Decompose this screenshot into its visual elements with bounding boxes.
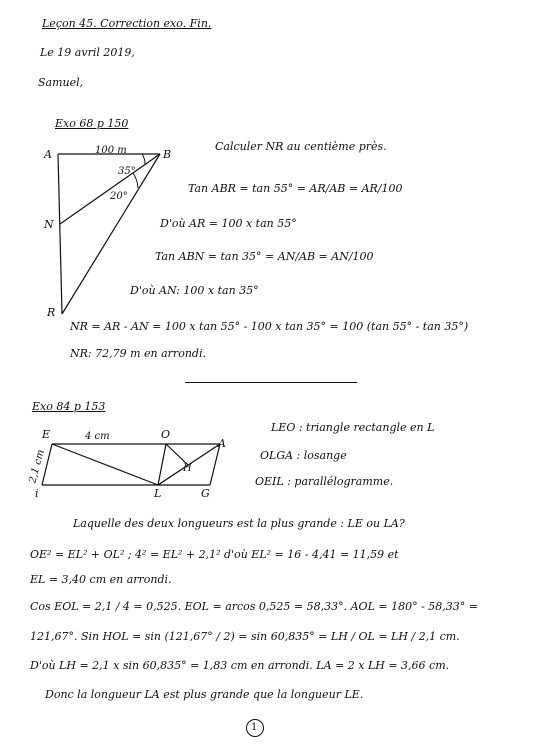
fig84-length-top: 4 cm xyxy=(85,431,110,442)
section-divider xyxy=(185,382,357,383)
exo68-title: Exo 68 p 150 xyxy=(55,117,129,130)
fig68-label-a: A xyxy=(44,148,52,161)
exo84-def-1: LEO : triangle rectangle en L xyxy=(271,421,435,434)
fig84-label-a: A xyxy=(218,437,226,450)
exo68-line-4: Tan ABN = tan 35° = AN/AB = AN/100 xyxy=(155,250,374,263)
fig84-label-g: G xyxy=(201,487,210,500)
exo84-figure xyxy=(30,430,230,500)
fig84-label-e: E xyxy=(42,428,51,441)
date-line: Le 19 avril 2019, xyxy=(40,46,135,59)
exo68-line-7: NR: 72,79 m en arrondi. xyxy=(70,347,206,360)
exo68-line-6: NR = AR - AN = 100 x tan 55° - 100 x tan 35° = 100 (tan 55° - tan 35°) xyxy=(70,320,469,333)
fig84-length-side: 2,1 cm xyxy=(27,448,47,485)
fig68-label-r: R xyxy=(47,306,56,319)
exo84-line-3: EL = 3,40 cm en arrondi. xyxy=(30,573,172,586)
fig68-angle-20: 20° xyxy=(110,191,128,202)
fig84-label-o: O xyxy=(161,428,171,441)
fig68-label-n: N xyxy=(44,218,54,231)
exo68-line-5: D'où AN: 100 x tan 35° xyxy=(130,284,259,297)
exo68-line-2: Tan ABR = tan 55° = AR/AB = AR/100 xyxy=(188,182,403,195)
exo84-title: Exo 84 p 153 xyxy=(32,400,106,413)
exo84-line-4: Cos EOL = 2,1 / 4 = 0,525. EOL = arcos 0,525 = 58,33°. AOL = 180° - 58,33° = xyxy=(30,600,479,613)
exo84-def-3: OEIL : parallélogramme. xyxy=(255,475,394,488)
exo68-line-3: D'où AR = 100 x tan 55° xyxy=(160,217,297,230)
exo84-line-6: D'où LH = 2,1 x sin 60,835° = 1,83 cm en arrondi. LA = 2 x LH = 3,66 cm. xyxy=(30,659,450,672)
exo84-line-2: OE² = EL² + OL² ; 4² = EL² + 2,1² d'où EL² = 16 - 4,41 = 11,59 et xyxy=(30,548,399,561)
page-number: 1 xyxy=(251,722,258,733)
exo68-line-1: Calculer NR au centième près. xyxy=(215,140,387,153)
fig68-length: 100 m xyxy=(95,145,127,156)
exo84-line-5: 121,67°. Sin HOL = sin (121,67° / 2) = sin 60,835° = LH / OL = LH / 2,1 cm. xyxy=(30,630,460,643)
fig84-label-h: H xyxy=(183,463,192,474)
exo84-line-7: Donc la longueur LA est plus grande que la longueur LE. xyxy=(45,688,364,701)
lesson-title: Leçon 45. Correction exo. Fin. xyxy=(42,17,212,30)
fig68-label-b: B xyxy=(163,148,172,161)
fig84-label-i: i xyxy=(35,487,39,500)
exo84-def-2: OLGA : losange xyxy=(260,449,347,462)
fig84-label-l: L xyxy=(154,487,162,500)
student-name: Samuel, xyxy=(38,76,84,89)
exo84-line-1: Laquelle des deux longueurs est la plus grande : LE ou LA? xyxy=(73,517,405,530)
fig68-angle-35: 35° xyxy=(118,166,136,177)
